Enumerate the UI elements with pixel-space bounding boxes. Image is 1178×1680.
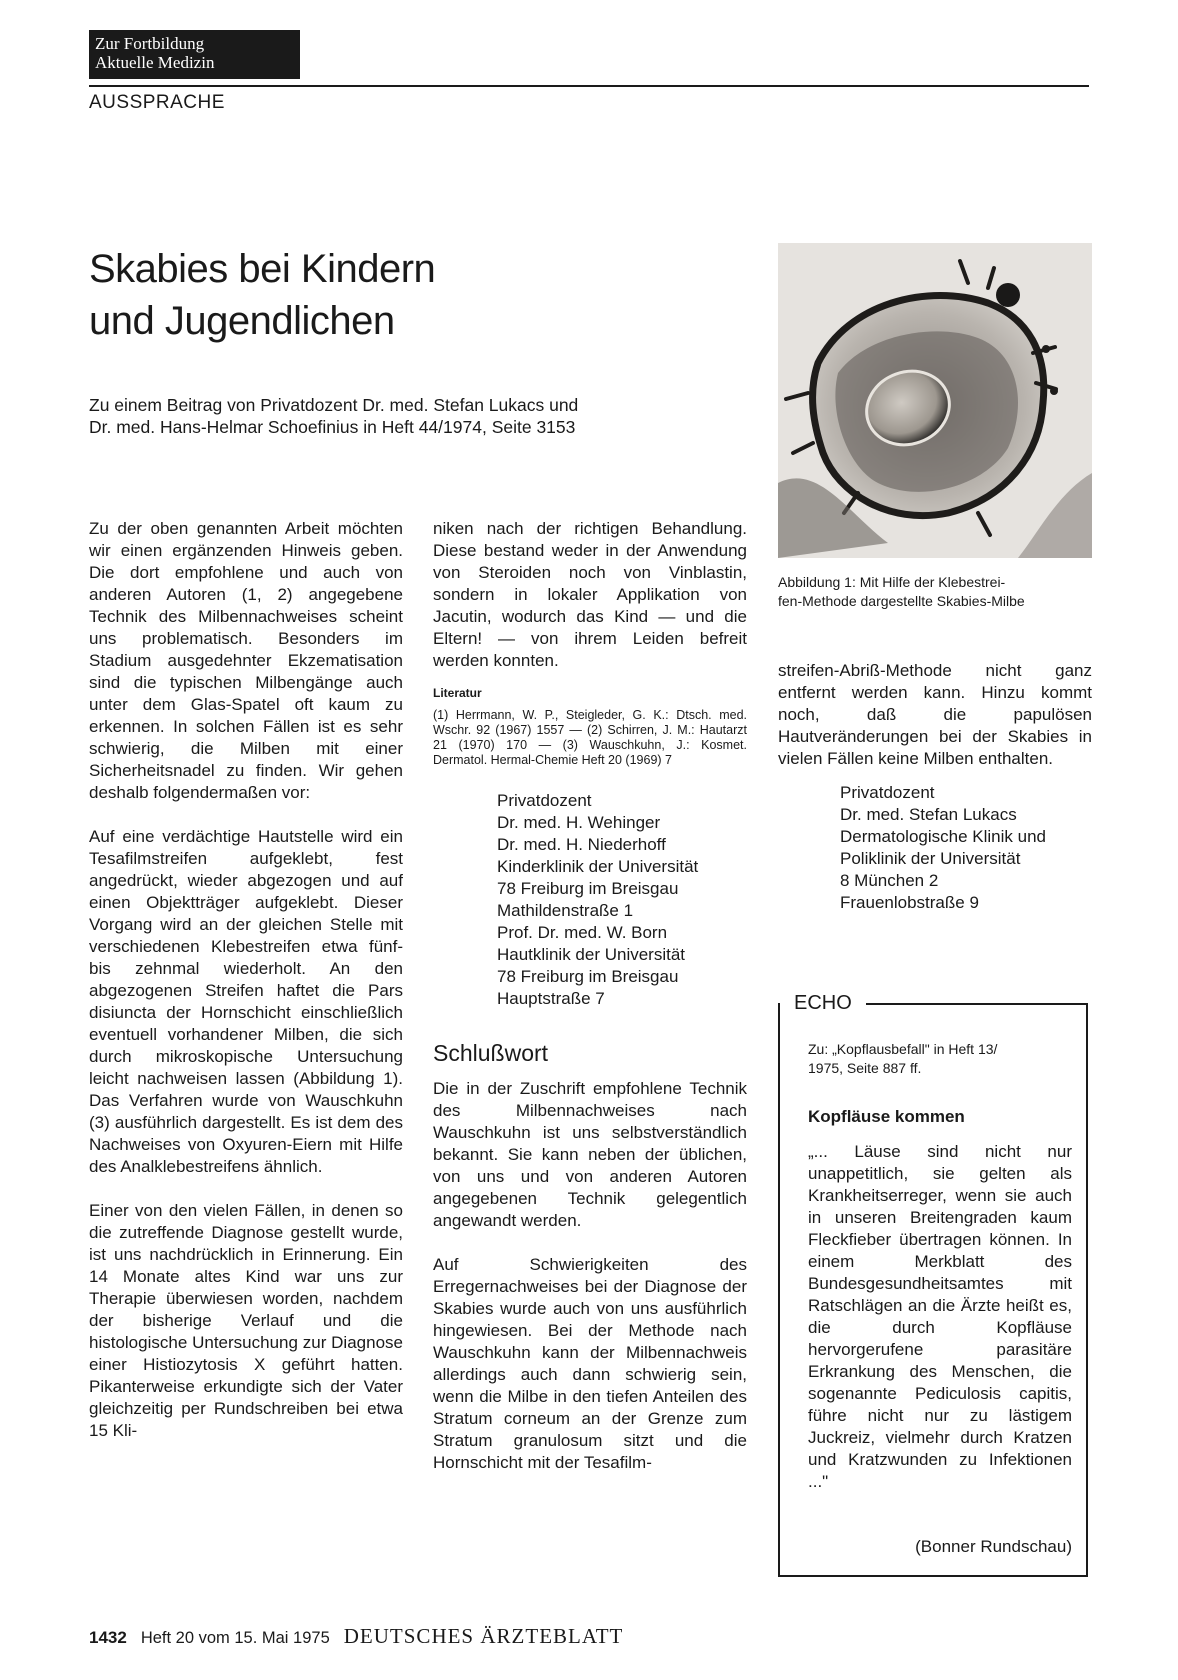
title-line-1: Skabies bei Kindern bbox=[89, 247, 436, 291]
col1-paragraph-3: Einer von den vielen Fällen, in denen so die zutreffende Diagnose gestellt wurde, ist uns nachdrücklich in Erinnerung. Ein 14 Monate altes Kind war uns zur Therapie überwiesen worden, nachdem der bisherige Verlauf und die histologische Untersuchung zur Diagnose einer Histiozytosis X geführt hatten. Pikanterweise erkundigte sich der Vater gleichzeitig per Rundschreiben bei etwa 15 Kli- bbox=[89, 1201, 403, 1440]
address-line: Privatdozent bbox=[840, 783, 935, 802]
echo-top-rule bbox=[866, 1003, 1088, 1005]
subtitle-line-1: Zu einem Beitrag von Privatdozent Dr. med. Stefan Lukacs und bbox=[89, 395, 579, 415]
address-line: Hauptstraße 7 bbox=[497, 989, 605, 1008]
echo-label: ECHO bbox=[790, 992, 856, 1015]
author-address-1 bbox=[433, 790, 747, 1010]
address-line: Mathildenstraße 1 bbox=[497, 901, 634, 920]
address-line: Prof. Dr. med. W. Born bbox=[497, 923, 668, 942]
address-line: 78 Freiburg im Breisgau bbox=[497, 967, 679, 986]
echo-quote: „... Läuse sind nicht nur unappetitlich, sie gelten als Krankheitserreger, wenn sie auch in unseren Breitengraden kaum Fleckfieber übertragen können. In einem Merkblatt des Bundesgesundheitsamtes mit Ratschlägen an die Ärzte heißt es, die durch Kopfläuse hervorgerufene parasitäre Erkrankung des Menschen, die sogenannte Pediculosis capitis, führe nicht nur zu lästigem Juckreiz, vielmehr durch Kratzen und Kratzwunden zu Infektionen ..." bbox=[808, 1142, 1072, 1491]
mite-micrograph-image bbox=[778, 243, 1092, 558]
page-footer bbox=[89, 1624, 623, 1649]
article-title bbox=[89, 243, 435, 347]
address-line: Privatdozent bbox=[497, 791, 592, 810]
echo-source: (Bonner Rundschau) bbox=[915, 1537, 1072, 1556]
issue-info: Heft 20 vom 15. Mai 1975 bbox=[140, 1629, 330, 1647]
literature-label: Literatur bbox=[433, 686, 482, 700]
column-2 bbox=[433, 518, 747, 1496]
col1-paragraph-1: Zu der oben genannten Arbeit möchten wir einen ergänzenden Hinweis geben. Die dort empfohlene und auch von anderen Autoren (1, 2) angegebene Technik des Milbennachweises scheint uns problematisch. Besonders im Stadium ausgedehnter Ekzematisation sind die typischen Milbengänge auch unter dem Glas-Spatel oft kaum zu erkennen. In solchen Fällen ist es sehr schwierig, die Milben mit einer Sicherheitsnadel zu finden. Wir gehen deshalb folgendermaßen vor: bbox=[89, 519, 403, 802]
col2-paragraph-2: Die in der Zuschrift empfohlene Technik des Milbennachweises nach Wauschkuhn ist uns selbstverständlich bekannt. Sie kann neben der üblichen, von uns und von anderen Autoren angegebenen Technik gelegentlich angewandt werden. bbox=[433, 1079, 747, 1230]
figure-caption bbox=[778, 573, 1092, 611]
col1-paragraph-2: Auf eine verdächtige Hautstelle wird ein Tesafilmstreifen aufgeklebt, fest angedrückt, wieder abgezogen und auf einen Objektträger aufgeklebt. Dieser Vorgang wird an der gleichen Stelle mit verschiedenen Klebestreifen etwa fünf- bis zehnmal wiederholt. An den abgezogenen Streifen haftet die Pars disiuncta der Hornschicht einschließlich eventuell vorhandener Milben, die sich durch mikroskopische Untersuchung leicht nachweisen lassen (Abbildung 1). Das Verfahren wurde von Wauschkuhn (3) ausführlich dargestellt. Es ist dem des Nachweises von Oxyuren-Eiern mit Hilfe des Analklebestreifens ähnlich. bbox=[89, 827, 403, 1176]
col2-paragraph-1: niken nach der richtigen Behandlung. Diese bestand weder in der Anwendung von Steroiden noch von Vinblastin, sondern in lokaler Applikation von Jacutin, wodurch das Kind — und die Eltern! — von ihrem Leiden befreit werden konnten. bbox=[433, 519, 747, 670]
col2-paragraph-3: Auf Schwierigkeiten des Erregernachweises bei der Diagnose der Skabies wurde auch von uns ausführlich hingewiesen. Bei der Methode nach Wauschkuhn kann der Milbennachweis allerdings auch dann schwierig sein, wenn die Milbe in den tiefen Anteilen des Stratum corneum an der Grenze zum Stratum granulosum sitzt und die Hornschicht mit der Tesafilm- bbox=[433, 1255, 747, 1472]
caption-line-2: fen-Methode dargestellte Skabies-Milbe bbox=[778, 593, 1025, 609]
mite-micrograph bbox=[778, 243, 1092, 558]
literature-list: (1) Herrmann, W. P., Steigleder, G. K.: Dtsch. med. Wschr. 92 (1967) 1557 — (2) Schirren, J. M.: Hautarzt 21 (1970) 170 — (3) Wauschkuhn, J.: Kosmet. Dermatol. Hermal-Chemie Heft 20 (1969) 7 bbox=[433, 708, 747, 767]
address-line: Dr. med. Stefan Lukacs bbox=[840, 805, 1017, 824]
address-line: 8 München 2 bbox=[840, 871, 939, 890]
address-line: Dermatologische Klinik und bbox=[840, 827, 1046, 846]
schlusswort-heading: Schlußwort bbox=[433, 1040, 549, 1066]
article-subtitle bbox=[89, 394, 699, 438]
column-3 bbox=[778, 660, 1092, 914]
subtitle-line-2: Dr. med. Hans-Helmar Schoefinius in Heft 44/1974, Seite 3153 bbox=[89, 417, 576, 437]
address-line: Kinderklinik der Universität bbox=[497, 857, 699, 876]
caption-line-1: Abbildung 1: Mit Hilfe der Klebestrei- bbox=[778, 574, 1006, 590]
rubric-box bbox=[89, 30, 300, 79]
rubric-line-2: Aktuelle Medizin bbox=[95, 53, 215, 72]
address-line: 78 Freiburg im Breisgau bbox=[497, 879, 679, 898]
top-rule bbox=[89, 85, 1089, 87]
address-line: Poliklinik der Universität bbox=[840, 849, 1021, 868]
address-line: Dr. med. H. Wehinger bbox=[497, 813, 661, 832]
rubric-line-1: Zur Fortbildung bbox=[95, 34, 205, 53]
section-label: AUSSPRACHE bbox=[89, 92, 225, 113]
column-1 bbox=[89, 518, 403, 1464]
col3-paragraph-1: streifen-Abriß-Methode nicht ganz entfernt werden kann. Hinzu kommt noch, daß die papulösen Hautveränderungen bei der Skabies in vielen Fällen keine Milben enthalten. bbox=[778, 661, 1092, 768]
echo-ref-line-2: 1975, Seite 887 ff. bbox=[808, 1060, 922, 1076]
journal-name: DEUTSCHES ÄRZTEBLATT bbox=[343, 1624, 624, 1648]
address-line: Frauenlobstraße 9 bbox=[840, 893, 979, 912]
address-line: Hautklinik der Universität bbox=[497, 945, 686, 964]
page-number: 1432 bbox=[89, 1628, 127, 1647]
author-address-2 bbox=[778, 782, 1092, 914]
echo-reference bbox=[808, 1040, 1078, 1078]
echo-heading: Kopfläuse kommen bbox=[808, 1107, 965, 1126]
title-line-2: und Jugendlichen bbox=[89, 299, 395, 343]
address-line: Dr. med. H. Niederhoff bbox=[497, 835, 666, 854]
echo-ref-line-1: Zu: „Kopflausbefall" in Heft 13/ bbox=[808, 1041, 998, 1057]
